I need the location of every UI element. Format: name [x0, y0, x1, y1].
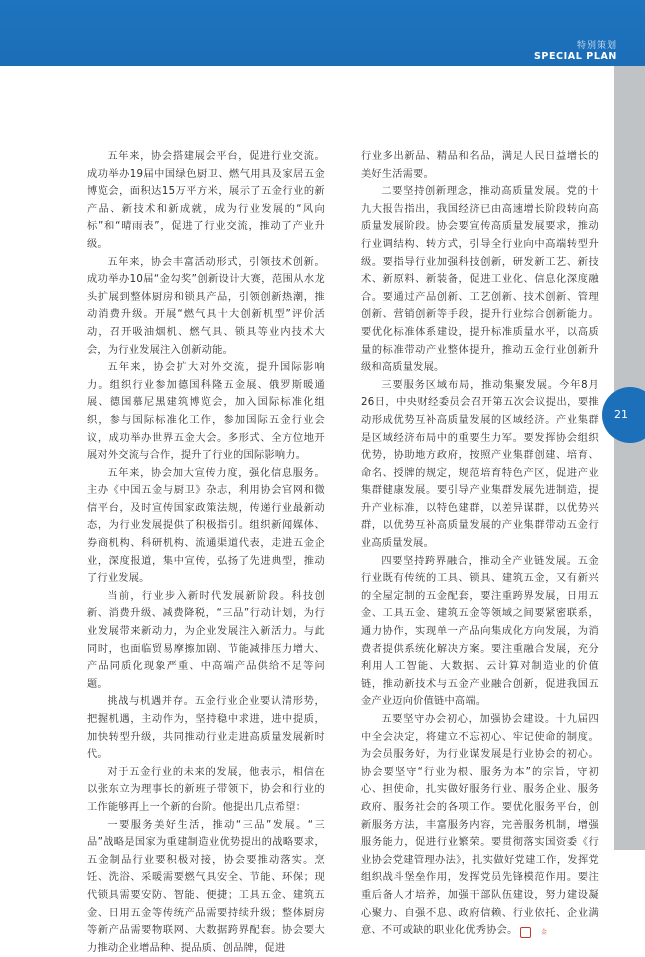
paragraph: 五年来，协会扩大对外交流，提升国际影响力。组织行业参加德国科隆五金展、俄罗斯暖通展、德国慕尼黑建筑博览会，加入国际标准化组织，参与国际标准化工作，参加国际五金行业会议，成功举办世界五金大会。多形式、全方位地开展对外交流与合作，提升了行业的国际影响力。 [87, 362, 325, 462]
paragraph: 二要坚持创新理念，推动高质量发展。党的十九大报告指出，我国经济已由高速增长阶段转向高质量发展阶段。协会要宣传高质量发展要求，推动行业调结构、转方式，引导全行业向中高端转型升级。要指导行业加强科技创新，研发新工艺、新技术、新原料、新装备，促进工业化、信息化深度融合。要通过产品创新、工艺创新、技术创新、管理创新、营销创新等手段，提升行业综合创新能力。要优化标准体系建设，提升标准质量水平，以高质量的标准带动产业整体提升，推动五金行业创新升级和高质量发展。 [361, 186, 599, 374]
last-paragraph [361, 711, 599, 940]
section-title-en: SPECIAL PLAN [533, 51, 617, 62]
paragraph-continuation: 行业多出新品、精品和名品，满足人民日益增长的美好生活需要。 [361, 151, 599, 180]
article-column-left [87, 148, 325, 957]
paragraph: 五年来，协会加大宣传力度，强化信息服务。主办《中国五金与厨卫》杂志，利用协会官网和微信平台，及时宣传国家政策法规，传递行业最新动态，为行业发展提供了积极指引。组织新闻媒体、券商机构、科研机构、流通渠道代表，走进五金企业，深度报道，集中宣传，弘扬了先进典型，推动了行业发展。 [87, 467, 325, 585]
paragraph: 一要服务美好生活，推动“三品”发展。“三品”战略是国家为重建制造业优势提出的战略要求，五金制品行业要积极对接，协会要推动落实。烹饪、洗浴、采暖需要燃气具安全、节能、环保；现代锁具需要安防、智能、便捷；工具五金、建筑五金、日用五金等传统产品需要持续升级；整体厨房等新产品需要物联网、大数据跨界配套。协会要大力推动企业增品种、提品质、创品牌，促进 [87, 819, 325, 954]
end-mark-icon: 金 [520, 927, 531, 938]
article-column-right [361, 148, 599, 940]
paragraph: 五年来，协会丰富活动形式，引领技术创新。成功举办10届“金勾奖”创新设计大赛，范围从水龙头扩展到整体厨房和锁具产品，引领创新热潮，推动消费升级。开展“燃气具十大创新机型”评价活动，召开吸油烟机、燃气具、锁具等业内技术大会，为行业发展注入创新动能。 [87, 256, 325, 356]
header-band [0, 0, 645, 66]
side-bar [614, 66, 645, 850]
paragraph-text: 五要坚守办会初心，加强协会建设。十九届四中全会决定，将建立不忘初心、牢记使命的制度。为会员服务好，为行业谋发展是行业协会的初心。协会要坚守“行业为根、服务为本”的宗旨，守初心、担使命，扎实做好服务行业、服务企业、服务政府、服务社会的各项工作。要优化服务平台，创新服务方法，丰富服务内容，完善服务机制，增强服务能力，促进行业繁荣。要贯彻落实国资委《行业协会党建管理办法》，扎实做好党建工作，发挥党组织战斗堡垒作用，发挥党员先锋模范作用。要注重后备人才培养，加强干部队伍建设，努力建设凝心聚力、自强不息、政府信赖、行业依托、企业满意、不可或缺的职业化优秀协会。 [361, 714, 599, 937]
paragraph: 挑战与机遇并存。五金行业企业要认清形势，把握机遇，主动作为，坚持稳中求进，进中提质，加快转型升级，共同推动行业走进高质量发展新时代。 [87, 696, 325, 761]
paragraph: 三要服务区域布局，推动集聚发展。今年8月26日，中央财经委员会召开第五次会议提出，要推动形成优势互补高质量发展的区域经济。产业集群是区域经济布局中的重要生力军。要发挥协会组织优势，协助地方政府，按照产业集群创建、培育、命名、授牌的规定，规范培育特色产区，促进产业集群健康发展。要引导产业集群发展先进制造，提升产业标准，以特色建群，以差异谋群，以优势兴群，以优势互补高质量发展的产业集群带动五金行业高质量发展。 [361, 379, 599, 550]
page-number: 21 [614, 408, 628, 421]
paragraph: 当前，行业步入新时代发展新阶段。科技创新、消费升级、减费降税，“三品”行动计划，为行业发展带来新动力，为企业发展注入新活力。与此同时，也面临贸易摩擦加剧、节能减排压力增大、产品同质化现象严重、中高端产品供给不足等问题。 [87, 590, 325, 690]
paragraph: 对于五金行业的未来的发展，他表示，相信在以张东立为理事长的新班子带领下，协会和行业的工作能够再上一个新的台阶。他提出几点希望： [87, 766, 325, 813]
paragraph: 五年来，协会搭建展会平台，促进行业交流。成功举办19届中国绿色厨卫、燃气用具及家居五金博览会，面积达15万平方米，展示了五金行业的新产品、新技术和新成就，成为行业发展的“风向标”和“晴雨表”，促进了行业交流，推动了产业升级。 [87, 151, 325, 250]
paragraph: 四要坚持跨界融合，推动全产业链发展。五金行业既有传统的工具、锁具、建筑五金，又有新兴的全屋定制的五金配套，要注重跨界发展，日用五金、工具五金、建筑五金等领域之间要紧密联系，通力协作，实现单一产品向集成化方向发展，为消费者提供系统化解决方案。要注重融合发展，充分利用人工智能、大数据、云计算对制造业的价值链，推动新技术与五金产业融合创新，促进我国五金产业迈向价值链中高端。 [361, 555, 599, 708]
section-title-cn: 特别策划 [576, 41, 617, 51]
